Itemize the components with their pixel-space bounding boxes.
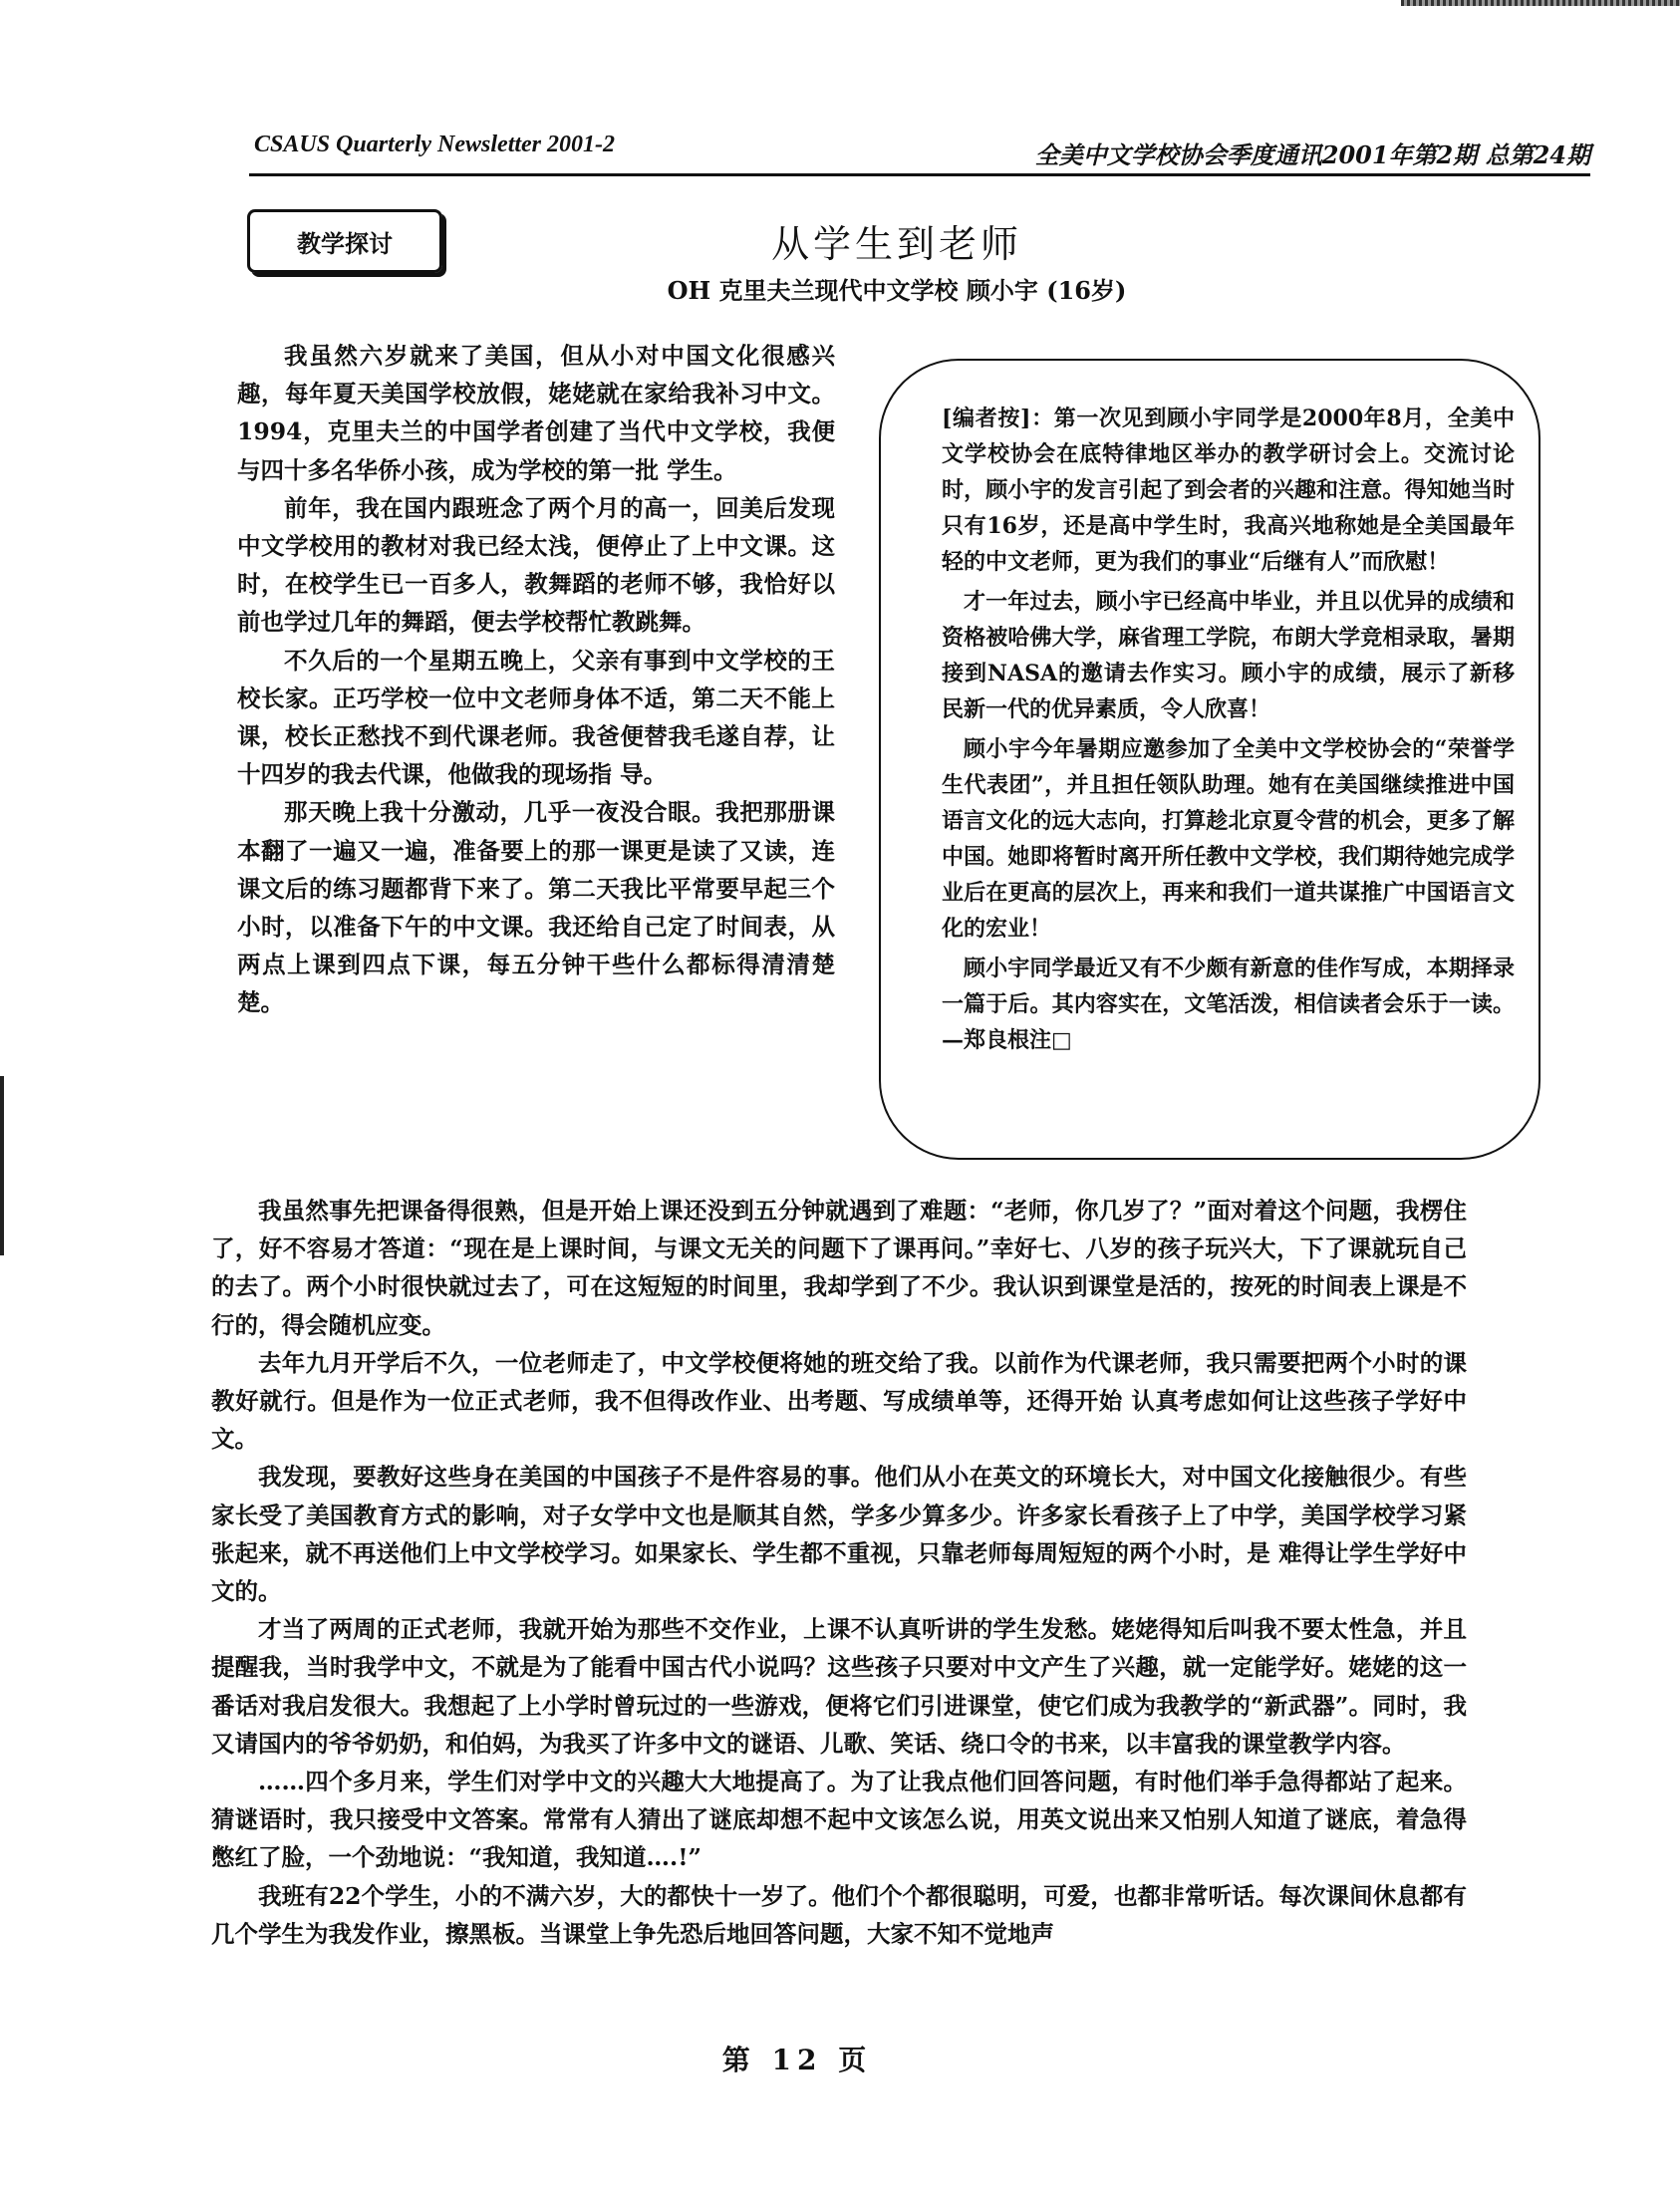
scan-edge-artifact [1401,0,1680,6]
article-full-width-body [211,1192,1467,1953]
section-tag: 教学探讨 [247,209,442,273]
paragraph: 我班有22个学生，小的不满六岁，大的都快十一岁了。他们个个都很聪明，可爱，也都非常听话。每次课间休息都有几个学生为我发作业，擦黑板。当课堂上争先恐后地回答问题，大家不知不觉地声 [211,1881,1467,1948]
paragraph: 不久后的一个星期五晚上，父亲有事到中文学校的王校长家。正巧学校一位中文老师身体不适，第二天不能上课，校长正愁找不到代课老师。我爸便替我毛遂自荐，让十四岁的我去代课，他做我的现场指 导。 [237,646,835,789]
paragraph: 去年九月开学后不久，一位老师走了，中文学校便将她的班交给了我。以前作为代课老师，我只需要把两个小时的课教好就行。但是作为一位正式老师，我不但得改作业、出考题、写成绩单等，还得开始 认真考虑如何让这些孩子学好中文。 [211,1348,1467,1454]
paragraph: 那天晚上我十分激动，几乎一夜没合眼。我把那册课本翻了一遍又一遍，准备要上的那一课更是读了又读，连课文后的练习题都背下来了。第二天我比平常要早起三个小时，以准备下午的中文课。我还给自己定了时间表，从两点上课到四点下课，每五分钟干些什么都标得清清楚楚。 [237,798,835,1017]
header-rule [249,173,1590,176]
editor-note [942,401,1515,1062]
article-left-column [237,337,835,1022]
editor-note-paragraph: [编者按]：第一次见到顾小宇同学是2000年8月，全美中文学校协会在底特律地区举办的教学研讨会上。交流讨论时，顾小宇的发言引起了到会者的兴趣和注意。得知她当时只有16岁，还是高中学生时，我高兴地称她是全美国最年轻的中文老师，更为我们的事业“后继有人”而欣慰！ [942,406,1515,575]
article-title: 从学生到老师 [770,222,1022,266]
paragraph: 前年，我在国内跟班念了两个月的高一，回美后发现中文学校用的教材对我已经太浅，便停止了上中文课。这时，在校学生已一百多人，教舞蹈的老师不够，我恰好以前也学过几年的舞蹈，便去学校帮忙教跳舞。 [237,493,835,637]
editor-note-paragraph: 顾小宇同学最近又有不少颇有新意的佳作写成，本期择录一篇于后。其内容实在，文笔活泼，相信读者会乐于一读。 —郑良根注□ [942,956,1515,1053]
issue-info: 全美中文学校协会季度通讯2001年第2期 总第24期 [1034,140,1590,169]
newsletter-name: CSAUS Quarterly Newsletter 2001-2 [254,132,616,157]
scan-edge-mark [0,1076,4,1255]
paragraph: ……四个多月来，学生们对学中文的兴趣大大地提高了。为了让我点他们回答问题，有时他们举手急得都站了起来。猜谜语时，我只接受中文答案。常常有人猜出了谜底却想不起中文该怎么说，用英文说出来又怕别人知道了谜底，着急得憋红了脸，一个劲地说：“我知道，我知道….!” [211,1768,1467,1872]
paragraph: 我虽然事先把课备得很熟，但是开始上课还没到五分钟就遇到了难题：“老师，你几岁了？”面对着这个问题，我楞住了，好不容易才答道：“现在是上课时间，与课文无关的问题下了课再问。”幸好七、八岁的孩子玩兴大，下了课就玩自己的去了。两个小时很快就过去了，可在这短短的时间里，我却学到了不少。我认识到课堂是活的，按死的时间表上课是不行的，得会随机应变。 [211,1197,1467,1339]
paragraph: 我发现，要教好这些身在美国的中国孩子不是件容易的事。他们从小在英文的环境长大，对中国文化接触很少。有些家长受了美国教育方式的影响，对子女学中文也是顺其自然，学多少算多少。许多家长看孩子上了中学，美国学校学习紧张起来，就不再送他们上中文学校学习。如果家长、学生都不重视，只靠老师每周短短的两个小时，是 难得让学生学好中文的。 [211,1463,1467,1606]
page-number: 第 12 页 [721,2044,873,2076]
article-byline: OH 克里夫兰现代中文学校 顾小宇 (16岁) [667,276,1127,305]
editor-note-paragraph: 才一年过去，顾小宇已经高中毕业，并且以优异的成绩和资格被哈佛大学，麻省理工学院，布朗大学竞相录取，暑期接到NASA的邀请去作实习。顾小宇的成绩，展示了新移民新一代的优异素质，令人欣喜！ [942,589,1515,722]
editor-note-paragraph: 顾小宇今年暑期应邀参加了全美中文学校协会的“荣誉学生代表团”，并且担任领队助理。她有在美国继续推进中国语言文化的远大志向，打算趁北京夏令营的机会，更多了解中国。她即将暂时离开所任教中文学校，我们期待她完成学业后在更高的层次上，再来和我们一道共谋推广中国语言文化的宏业！ [942,736,1515,942]
paragraph: 我虽然六岁就来了美国，但从小对中国文化很感兴趣，每年夏天美国学校放假，姥姥就在家给我补习中文。1994，克里夫兰的中国学者创建了当代中文学校，我便与四十多名华侨小孩，成为学校的第一批 学生。 [237,342,835,484]
paragraph: 才当了两周的正式老师，我就开始为那些不交作业，上课不认真听讲的学生发愁。姥姥得知后叫我不要太性急，并且提醒我，当时我学中文，不就是为了能看中国古代小说吗？这些孩子只要对中文产生了兴趣，就一定能学好。姥姥的这一番话对我启发很大。我想起了上小学时曾玩过的一些游戏，便将它们引进课堂，使它们成为我教学的“新武器”。同时，我又请国内的爷爷奶奶，和伯妈，为我买了许多中文的谜语、儿歌、笑话、绕口令的书来，以丰富我的课堂教学内容。 [211,1615,1467,1758]
